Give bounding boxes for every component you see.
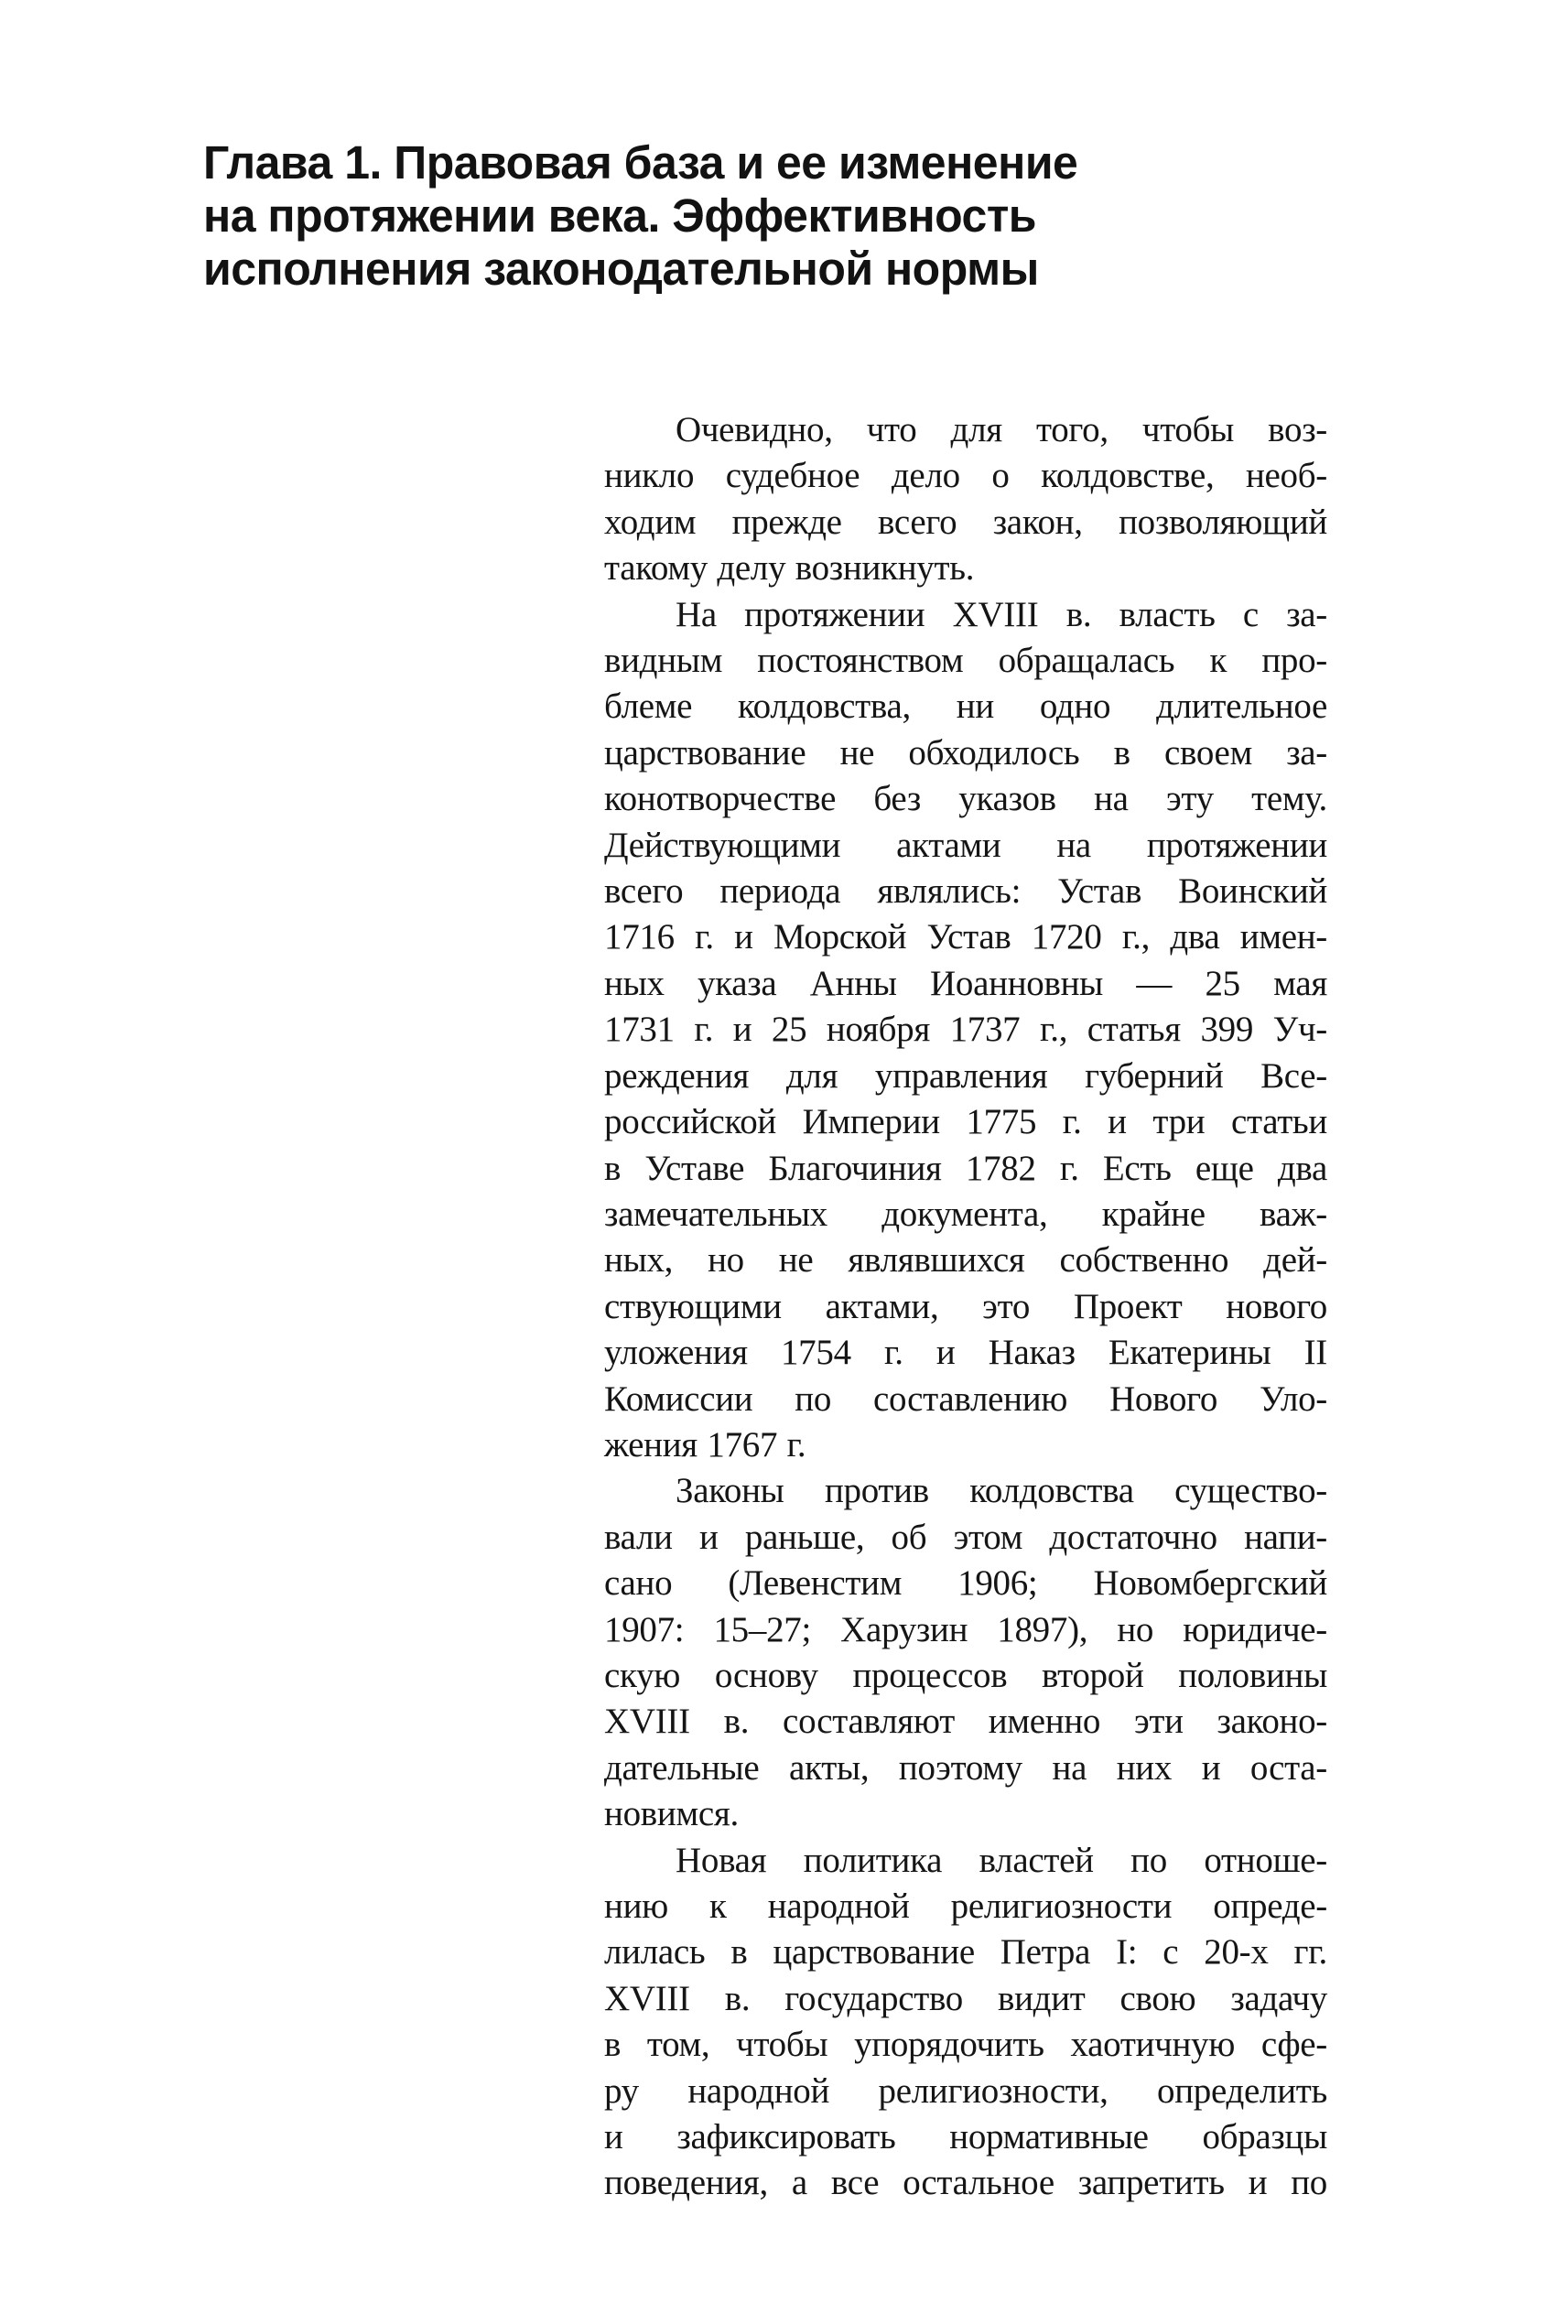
body-text-column [604, 407, 1327, 2207]
paragraph [604, 1838, 1327, 2207]
text-line: вали и раньше, об этом достаточно напи- [604, 1517, 1327, 1557]
text-line: уложения 1754 г. и Наказ Екатерины II [604, 1333, 1327, 1373]
text-line: 1731 г. и 25 ноября 1737 г., статья 399 Уч- [604, 1010, 1327, 1050]
text-line: Комиссии по составлению Нового Уло- [604, 1378, 1327, 1419]
text-line: такому делу возникнуть. [604, 548, 975, 589]
paragraph [604, 407, 1327, 592]
text-line: дательные акты, поэтому на них и оста- [604, 1747, 1327, 1788]
text-line: Действующими актами на протяжении [604, 825, 1327, 865]
text-line: ру народной религиозности, определить [604, 2070, 1327, 2111]
text-line: ных указа Анны Иоанновны — 25 мая [604, 963, 1327, 1003]
text-line: ных, но не являвшихся собственно дей- [604, 1240, 1327, 1281]
text-line: в том, чтобы упорядочить хаотичную сфе- [604, 2025, 1327, 2065]
text-line: ходим прежде всего закон, позволяющий [604, 502, 1327, 542]
text-line: XVIII в. государство видит свою задачу [604, 1978, 1327, 2018]
text-line: реждения для управления губерний Все- [604, 1055, 1327, 1096]
text-line: XVIII в. составляют именно эти законо- [604, 1702, 1327, 1742]
text-line: скую основу процессов второй половины [604, 1655, 1327, 1695]
chapter-heading-line: исполнения законодательной нормы [203, 243, 1039, 295]
text-line: сано (Левенстим 1906; Новомбергский [604, 1563, 1327, 1604]
text-line: конотворчестве без указов на эту тему. [604, 779, 1327, 819]
paragraph [604, 592, 1327, 1469]
text-line: никло судебное дело о колдовстве, необ- [604, 456, 1327, 496]
paragraph [604, 1468, 1327, 1837]
text-line: нию к народной религиозности опреде- [604, 1886, 1327, 1926]
text-line: На протяжении XVIII в. власть с за- [676, 594, 1327, 634]
text-line: Законы против колдовства существо- [676, 1471, 1327, 1511]
chapter-heading-line: Глава 1. Правовая база и ее изменение [203, 136, 1078, 189]
text-line: новимся. [604, 1794, 739, 1834]
text-line: лилась в царствование Петра I: с 20-х гг. [604, 1932, 1327, 1973]
text-line: всего периода являлись: Устав Воинский [604, 871, 1327, 912]
text-line: Очевидно, что для того, чтобы воз- [676, 410, 1327, 449]
text-line: российской Империи 1775 г. и три статьи [604, 1102, 1327, 1142]
chapter-heading-line: на протяжении века. Эффективность [203, 189, 1037, 242]
text-line: и зафиксировать нормативные образцы [604, 2117, 1327, 2157]
text-line: царствование не обходилось в своем за- [604, 732, 1327, 773]
text-line: 1716 г. и Морской Устав 1720 г., два имен- [604, 917, 1327, 957]
text-line: блеме колдовства, ни одно длительное [604, 686, 1327, 727]
chapter-heading [203, 136, 1334, 296]
text-line: жения 1767 г. [604, 1424, 806, 1465]
text-line: видным постоянством обращалась к про- [604, 641, 1327, 681]
text-line: Новая политика властей по отноше- [676, 1840, 1327, 1880]
text-line: замечательных документа, крайне важ- [604, 1194, 1327, 1234]
text-line: поведения, а все остальное запретить и по [604, 2163, 1327, 2203]
text-line: в Уставе Благочиния 1782 г. Есть еще два [604, 1148, 1327, 1188]
text-line: ствующими актами, это Проект нового [604, 1286, 1327, 1326]
text-line: 1907: 15–27; Харузин 1897), но юридиче- [604, 1609, 1327, 1649]
